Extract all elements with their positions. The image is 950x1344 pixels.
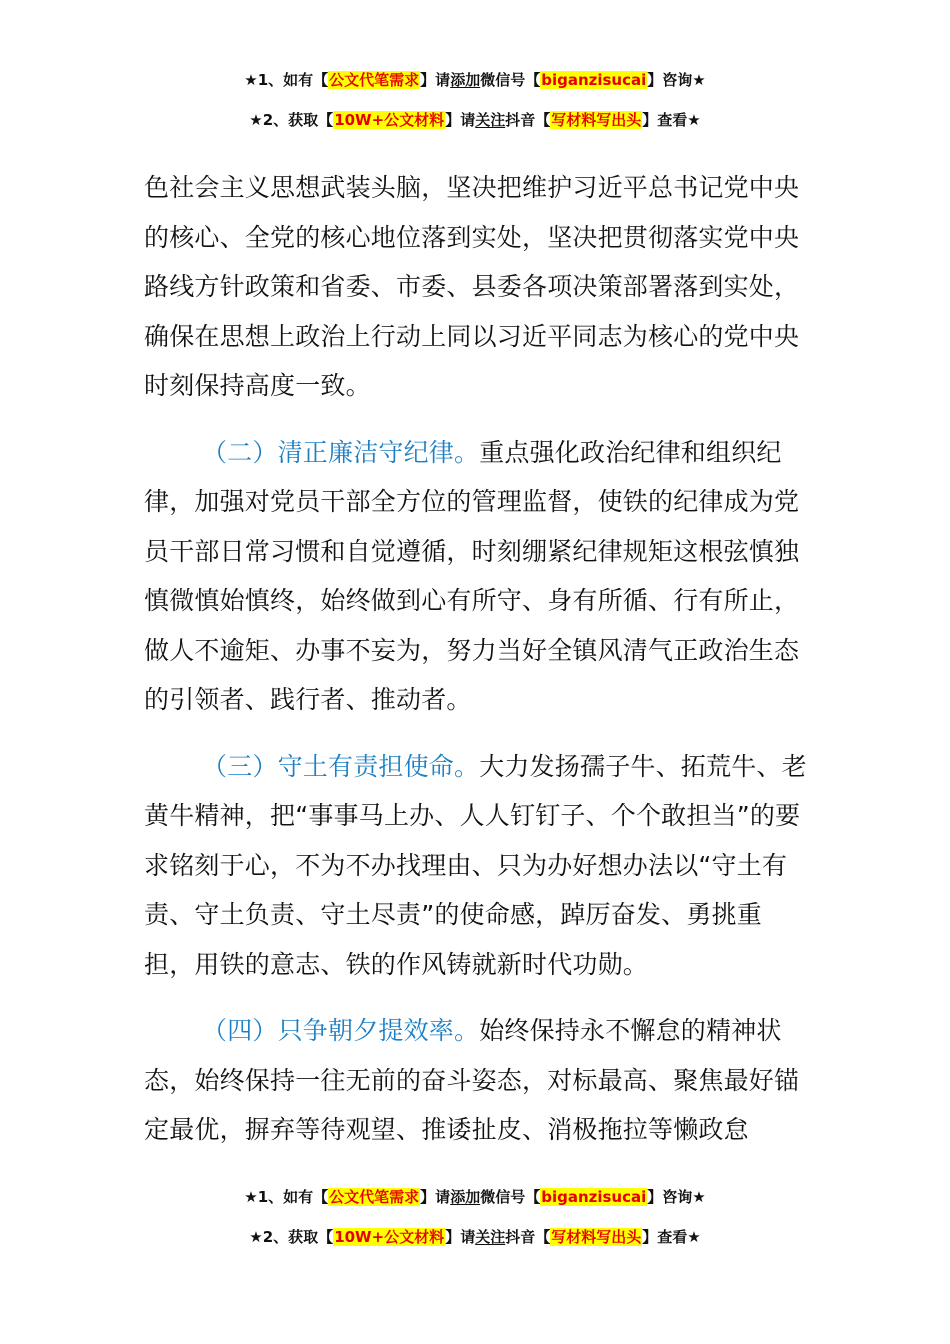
footer-line1-emphasis: 添加 (450, 1188, 481, 1206)
section-3-body: 大力发扬孺子牛、拓荒牛、老黄牛精神，把“事事马上办、人人钉钉子、个个敢担当”的要求铭刻于心，不为不办找理由、只为办好想办法以“守土有责、守土负责、守土尽责”的使命感，踔厉奋发、勇挑重担，用铁的意志、铁的作风铸就新时代功勋。 (144, 751, 807, 979)
paragraph-section-3 (144, 742, 808, 990)
banner-line-2 (0, 108, 950, 132)
footer-line2-douyin-id: 写材料写出头 (551, 1228, 642, 1246)
banner-line-1 (0, 68, 950, 92)
footer-line2-emphasis: 关注 (475, 1228, 506, 1246)
banner-line1-suffix: 】咨询★ (647, 71, 706, 89)
section-4-body: 始终保持永不懈怠的精神状态，始终保持一往无前的奋斗姿态，对标最高、聚焦最好锚定最优，摒弃等待观望、推诿扯皮、消极拖拉等懒政怠 (144, 1016, 800, 1144)
banner-line2-mid2: 抖音【 (505, 111, 551, 129)
footer-line1-mid1: 】请 (420, 1188, 451, 1206)
banner-line1-emphasis: 添加 (450, 71, 481, 89)
footer-line1-wechat-id: biganzisucai (541, 1188, 647, 1206)
footer-line2-mid1: 】请 (445, 1228, 476, 1246)
banner-line1-mid2: 微信号【 (480, 71, 541, 89)
banner-line1-prefix: ★1、如有【 (244, 71, 329, 89)
section-2-heading: （二）清正廉洁守纪律。 (202, 437, 480, 467)
footer-line2-suffix: 】查看★ (642, 1228, 701, 1246)
banner-line2-mid1: 】请 (445, 111, 476, 129)
document-body (144, 163, 808, 1155)
header-banner (0, 68, 950, 132)
paragraph-section-2 (144, 428, 808, 725)
section-3-heading: （三）守土有责担使命。 (202, 751, 480, 781)
paragraph-continuation: 色社会主义思想武装头脑，坚决把维护习近平总书记党中央的核心、全党的核心地位落到实处，坚决把贯彻落实党中央路线方针政策和省委、市委、县委各项决策部署落到实处，确保在思想上政治上行动上同以习近平同志为核心的党中央时刻保持高度一致。 (144, 173, 800, 400)
footer-line1-mid2: 微信号【 (480, 1188, 541, 1206)
footer-line1-suffix: 】咨询★ (647, 1188, 706, 1206)
section-2-body: 重点强化政治纪律和组织纪律，加强对党员干部全方位的管理监督，使铁的纪律成为党员干部日常习惯和自觉遵循，时刻绷紧纪律规矩这根弦慎独慎微慎始慎终，始终做到心有所守、身有所循、行有所止，做人不逾矩、办事不妄为，努力当好全镇风清气正政治生态的引领者、践行者、推动者。 (144, 437, 800, 714)
banner-line2-suffix: 】查看★ (642, 111, 701, 129)
footer-banner-line-1 (0, 1185, 950, 1209)
banner-line2-douyin-id: 写材料写出头 (551, 111, 642, 129)
footer-banner-line-2 (0, 1225, 950, 1249)
banner-line1-wechat-id: biganzisucai (541, 71, 647, 89)
footer-line2-mid2: 抖音【 (505, 1228, 551, 1246)
banner-line2-highlight-materials: 10W+公文材料 (334, 111, 445, 129)
banner-line1-mid1: 】请 (420, 71, 451, 89)
footer-line1-highlight-service: 公文代笔需求 (329, 1188, 420, 1206)
footer-line1-prefix: ★1、如有【 (244, 1188, 329, 1206)
section-4-heading: （四）只争朝夕提效率。 (202, 1016, 480, 1045)
footer-line2-highlight-materials: 10W+公文材料 (334, 1228, 445, 1246)
banner-line2-prefix: ★2、获取【 (249, 111, 334, 129)
footer-banner (0, 1185, 950, 1249)
footer-line2-prefix: ★2、获取【 (249, 1228, 334, 1246)
banner-line1-highlight-service: 公文代笔需求 (329, 71, 420, 89)
paragraph-section-4 (144, 1006, 808, 1155)
banner-line2-emphasis: 关注 (475, 111, 506, 129)
